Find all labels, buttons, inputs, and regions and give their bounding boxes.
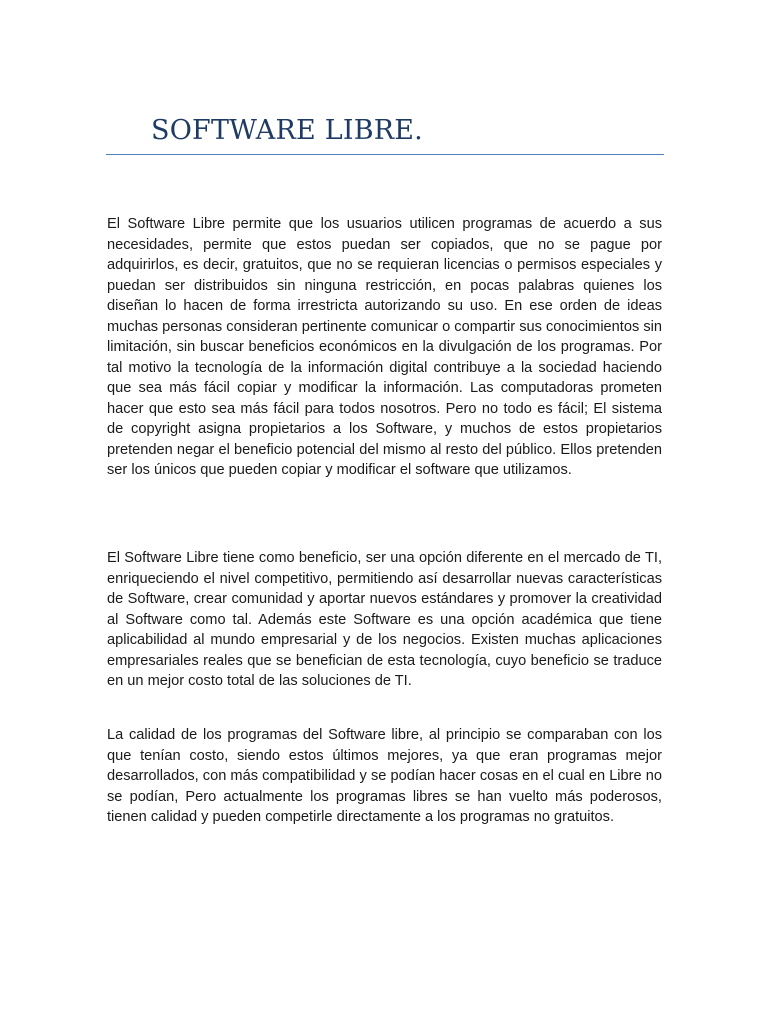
title-underline-divider [106, 154, 664, 155]
paragraph-3: La calidad de los programas del Software libre, al principio se comparaban con los que tenían costo, siendo estos últimos mejores, ya que eran programas mejor desarrollados, con más compatibilidad y se podían hacer cosas en el cual en Libre no se podían, Pero actualmente los programas libres se han vuelto más poderosos, tienen calidad y pueden competirle directamente a los programas no gratuitos. [107, 727, 662, 825]
paragraph-1: El Software Libre permite que los usuarios utilicen programas de acuerdo a sus necesidades, permite que estos puedan ser copiados, que no se pague por adquirirlos, es decir, gratuitos, que no se requieran licencias o permisos especiales y puedan ser distribuidos sin ninguna restricción, en pocas palabras quienes los diseñan lo hacen de forma irrestricta autorizando su uso. En ese orden de ideas muchas personas consideran pertinente comunicar o compartir sus conocimientos sin limitación, sin buscar beneficios económicos en la divulgación de los programas. Por tal motivo la tecnología de la información digital contribuye a la sociedad haciendo que sea más fácil copiar y modificar la información. Las computadoras prometen hacer que esto sea más fácil para todos nosotros. Pero no todo es fácil; El sistema de copyright asigna propietarios a los Software, y muchos de estos propietarios pretenden negar el beneficio potencial del mismo al resto del público. Ellos pretenden ser los únicos que pueden copiar y modificar el software que utilizamos. [107, 216, 662, 478]
page-title: SOFTWARE LIBRE. [151, 115, 423, 146]
paragraph-2: El Software Libre tiene como beneficio, ser una opción diferente en el mercado de TI, enriqueciendo el nivel competitivo, permitiendo así desarrollar nuevas características de Software, crear comunidad y aportar nuevos estándares y promover la creatividad al Software como tal. Además este Software es una opción académica que tiene aplicabilidad al mundo empresarial y de los negocios. Existen muchas aplicaciones empresariales reales que se benefician de esta tecnología, cuyo beneficio se traduce en un mejor costo total de las soluciones de TI. [107, 550, 662, 689]
